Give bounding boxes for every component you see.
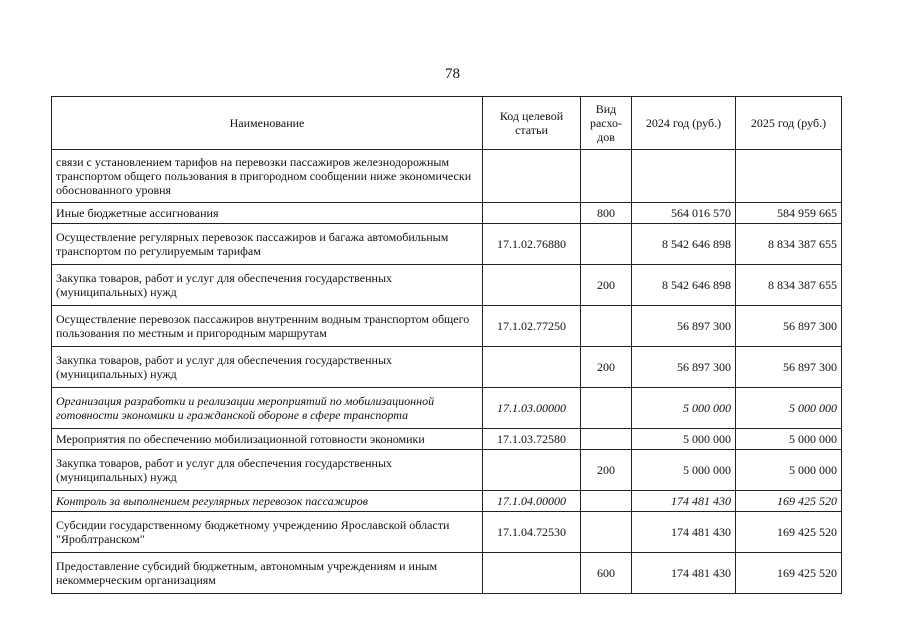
table-row xyxy=(52,306,842,347)
cell-code xyxy=(483,265,581,306)
cell-2025 xyxy=(736,150,842,203)
cell-2025: 584 959 665 xyxy=(736,203,842,224)
cell-kind xyxy=(581,224,632,265)
cell-2024: 174 481 430 xyxy=(632,491,736,512)
cell-kind xyxy=(581,429,632,450)
cell-2024: 564 016 570 xyxy=(632,203,736,224)
cell-2024: 8 542 646 898 xyxy=(632,224,736,265)
table-header-row xyxy=(52,97,842,150)
cell-code: 17.1.03.00000 xyxy=(483,388,581,429)
cell-2025: 5 000 000 xyxy=(736,450,842,491)
cell-2024 xyxy=(632,150,736,203)
cell-2025: 169 425 520 xyxy=(736,553,842,594)
cell-kind: 600 xyxy=(581,553,632,594)
cell-name: Осуществление регулярных перевозок пассажиров и багажа автомобильным транспортом по регулируемым тарифам xyxy=(52,224,483,265)
table-row xyxy=(52,347,842,388)
cell-code xyxy=(483,203,581,224)
cell-kind xyxy=(581,306,632,347)
cell-name: Мероприятия по обеспечению мобилизационной готовности экономики xyxy=(52,429,483,450)
table-row xyxy=(52,450,842,491)
table-row xyxy=(52,512,842,553)
cell-code: 17.1.02.77250 xyxy=(483,306,581,347)
cell-kind xyxy=(581,150,632,203)
cell-kind xyxy=(581,388,632,429)
cell-2025: 56 897 300 xyxy=(736,306,842,347)
cell-kind: 200 xyxy=(581,450,632,491)
cell-code xyxy=(483,150,581,203)
cell-code: 17.1.02.76880 xyxy=(483,224,581,265)
cell-name: Предоставление субсидий бюджетным, автономным учреждениям и иным некоммерческим организациям xyxy=(52,553,483,594)
cell-2024: 174 481 430 xyxy=(632,553,736,594)
cell-2024: 56 897 300 xyxy=(632,347,736,388)
cell-2024: 8 542 646 898 xyxy=(632,265,736,306)
cell-name: Контроль за выполнением регулярных перевозок пассажиров xyxy=(52,491,483,512)
table-row xyxy=(52,491,842,512)
cell-kind: 200 xyxy=(581,265,632,306)
cell-2024: 5 000 000 xyxy=(632,388,736,429)
table-row xyxy=(52,265,842,306)
header-code: Код целевой статьи xyxy=(483,97,581,150)
cell-code xyxy=(483,553,581,594)
cell-name: Организация разработки и реализации мероприятий по мобилизационной готовности экономики и гражданской обороне в сфере транспорта xyxy=(52,388,483,429)
cell-kind xyxy=(581,491,632,512)
cell-kind xyxy=(581,512,632,553)
header-kind: Вид расхо-дов xyxy=(581,97,632,150)
cell-2025: 169 425 520 xyxy=(736,491,842,512)
cell-name: Закупка товаров, работ и услуг для обеспечения государственных (муниципальных) нужд xyxy=(52,347,483,388)
cell-code: 17.1.04.00000 xyxy=(483,491,581,512)
cell-code xyxy=(483,450,581,491)
table-row xyxy=(52,388,842,429)
cell-2025: 56 897 300 xyxy=(736,347,842,388)
budget-table xyxy=(51,96,842,594)
cell-name: Закупка товаров, работ и услуг для обеспечения государственных (муниципальных) нужд xyxy=(52,265,483,306)
cell-2024: 5 000 000 xyxy=(632,450,736,491)
cell-kind: 200 xyxy=(581,347,632,388)
cell-code: 17.1.03.72580 xyxy=(483,429,581,450)
cell-name: Осуществление перевозок пассажиров внутренним водным транспортом общего пользования по местным и пригородным маршрутам xyxy=(52,306,483,347)
cell-2024: 56 897 300 xyxy=(632,306,736,347)
table-row xyxy=(52,150,842,203)
cell-code xyxy=(483,347,581,388)
page-number: 78 xyxy=(445,66,460,82)
cell-kind: 800 xyxy=(581,203,632,224)
cell-2024: 174 481 430 xyxy=(632,512,736,553)
cell-2025: 169 425 520 xyxy=(736,512,842,553)
cell-2025: 5 000 000 xyxy=(736,429,842,450)
cell-2025: 5 000 000 xyxy=(736,388,842,429)
cell-2025: 8 834 387 655 xyxy=(736,265,842,306)
cell-name: связи с установлением тарифов на перевозки пассажиров железнодорожным транспортом общего пользования в пригородном сообщении ниже экономически обоснованного уровня xyxy=(52,150,483,203)
cell-name: Иные бюджетные ассигнования xyxy=(52,203,483,224)
table-row xyxy=(52,429,842,450)
header-name: Наименование xyxy=(52,97,483,150)
cell-2025: 8 834 387 655 xyxy=(736,224,842,265)
cell-name: Закупка товаров, работ и услуг для обеспечения государственных (муниципальных) нужд xyxy=(52,450,483,491)
table-row xyxy=(52,224,842,265)
cell-name: Субсидии государственному бюджетному учреждению Ярославской области "Яроблтранском" xyxy=(52,512,483,553)
table-row xyxy=(52,553,842,594)
cell-code: 17.1.04.72530 xyxy=(483,512,581,553)
table-row xyxy=(52,203,842,224)
header-2025: 2025 год (руб.) xyxy=(736,97,842,150)
header-2024: 2024 год (руб.) xyxy=(632,97,736,150)
cell-2024: 5 000 000 xyxy=(632,429,736,450)
